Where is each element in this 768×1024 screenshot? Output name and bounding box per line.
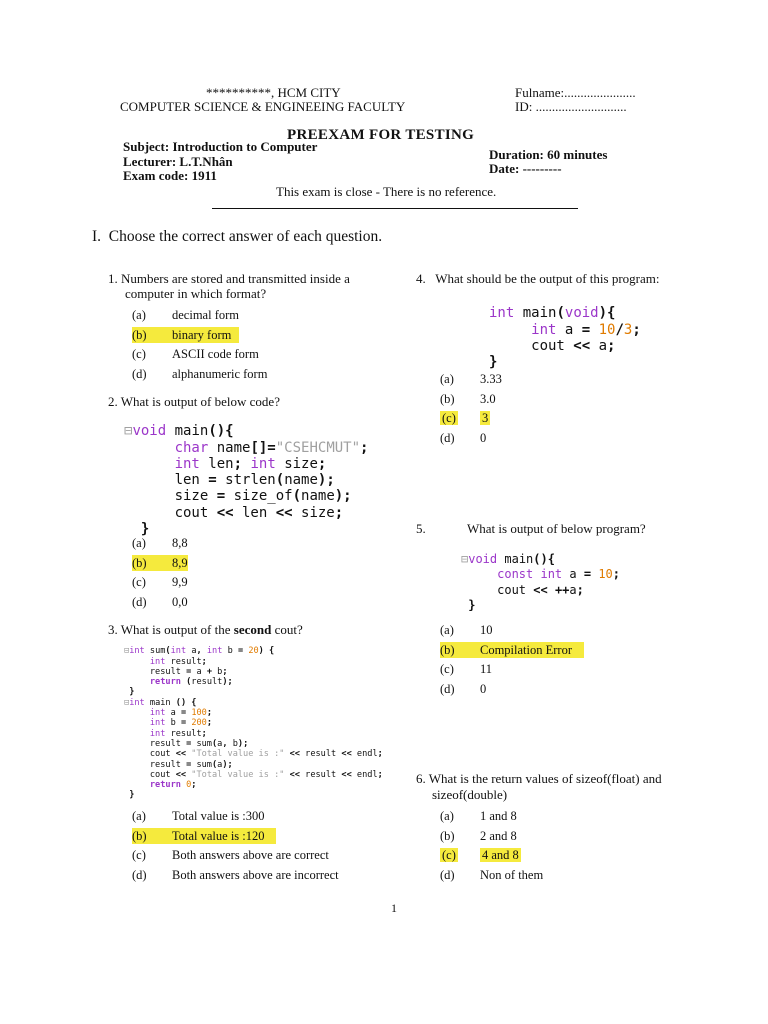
question-number: 3. bbox=[108, 622, 118, 637]
code-line: cout << len << size; bbox=[124, 504, 344, 521]
question-1 bbox=[108, 271, 393, 287]
code-line: result = sum(a); bbox=[124, 759, 233, 770]
code-line: int result; bbox=[149, 728, 207, 739]
question-text: What is output of below code? bbox=[120, 394, 280, 409]
options-q3 bbox=[132, 808, 339, 883]
option-a[interactable]: (a) 8,8 bbox=[132, 536, 188, 550]
exam-subject: Subject: Introduction to Computer bbox=[123, 139, 318, 154]
fullname-field: Fulname:...................... bbox=[515, 85, 636, 100]
code-snippet-q3 bbox=[124, 636, 383, 801]
option-d[interactable]: (d) 0 bbox=[440, 682, 487, 697]
code-line: } bbox=[129, 687, 135, 698]
section-number: I. bbox=[92, 228, 102, 245]
code-snippet-q4 bbox=[489, 289, 641, 370]
options-q2 bbox=[132, 535, 188, 610]
question-text: Numbers are stored and transmitted inside a bbox=[121, 271, 350, 286]
question-text-cont: computer in which format? bbox=[125, 286, 267, 301]
option-a[interactable]: (a) 1 and 8 bbox=[440, 809, 517, 823]
option-d[interactable]: (d) 0,0 bbox=[132, 595, 188, 610]
code-line: return (result); bbox=[149, 677, 233, 688]
code-line: } bbox=[489, 354, 498, 371]
code-line: ⊟int main () { bbox=[124, 697, 197, 708]
option-c[interactable]: (c) 9,9 bbox=[132, 575, 188, 590]
option-b-correct[interactable]: (b) Total value is :120 bbox=[132, 828, 339, 844]
page-number: 1 bbox=[391, 901, 397, 915]
option-a[interactable]: (a) Total value is :300 bbox=[132, 809, 265, 823]
code-line: result = sum(a, b); bbox=[124, 738, 249, 749]
question-text: What should be the output of this program: bbox=[435, 271, 660, 286]
code-line: int a = 100; bbox=[149, 708, 213, 719]
option-c[interactable]: (c) Both answers above are correct bbox=[132, 848, 329, 863]
option-a[interactable]: (a) 10 bbox=[440, 623, 493, 637]
exam-lecturer: Lecturer: L.T.Nhân bbox=[123, 154, 233, 169]
code-snippet-q5 bbox=[461, 537, 620, 613]
code-line: len = strlen(name); bbox=[124, 472, 335, 489]
option-d[interactable]: (d) alphanumeric form bbox=[132, 367, 268, 382]
option-a[interactable]: (a) decimal form bbox=[132, 308, 239, 322]
org-name: **********, HCM CITY bbox=[206, 85, 341, 100]
exam-duration: Duration: 60 minutes bbox=[489, 147, 608, 162]
code-line: } bbox=[468, 597, 476, 612]
option-b-correct[interactable]: (b) 8,9 bbox=[132, 555, 188, 570]
options-q6 bbox=[440, 808, 543, 883]
code-line: ⊟void main(){ bbox=[461, 552, 555, 567]
code-line: size = size_of(name); bbox=[124, 488, 352, 505]
options-q4 bbox=[440, 371, 502, 446]
option-b-correct[interactable]: (b) Compilation Error bbox=[440, 642, 584, 658]
section-heading bbox=[92, 228, 382, 246]
option-b[interactable]: (b) 3.0 bbox=[440, 391, 496, 406]
code-line: int main(void){ bbox=[489, 305, 616, 322]
code-line: cout << "Total value is :" << result << endl; bbox=[124, 749, 383, 760]
options-q5 bbox=[440, 622, 584, 697]
question-number: 6. bbox=[416, 771, 426, 786]
question-number: 2. bbox=[108, 394, 118, 409]
exam-note: This exam is close - There is no reference. bbox=[276, 184, 497, 199]
question-5 bbox=[416, 521, 426, 537]
option-c-correct[interactable]: (c) 4 and 8 bbox=[442, 848, 519, 863]
code-line: char name[]="CSEHCMUT"; bbox=[174, 439, 369, 456]
exam-date: Date: --------- bbox=[489, 161, 562, 176]
code-line: cout << "Total value is :" << result << endl; bbox=[124, 769, 383, 780]
option-a[interactable]: (a) 3.33 bbox=[440, 372, 502, 386]
code-line: const int a = 10; bbox=[497, 567, 621, 582]
exam-title: PREEXAM FOR TESTING bbox=[287, 127, 475, 143]
question-text-cont: sizeof(double) bbox=[432, 787, 508, 802]
option-c-correct[interactable]: (c) 3 bbox=[442, 411, 489, 426]
option-d[interactable]: (d) Both answers above are incorrect bbox=[132, 868, 339, 883]
section-title: Choose the correct answer of each question. bbox=[108, 228, 383, 245]
question-number: 1. bbox=[108, 271, 118, 286]
code-line: ⊟int sum(int a, int b = 20) { bbox=[124, 646, 275, 657]
options-q1 bbox=[132, 307, 267, 382]
code-line: int result; bbox=[149, 656, 207, 667]
question-number: 5. bbox=[416, 521, 426, 536]
option-c[interactable]: (c) ASCII code form bbox=[132, 347, 259, 362]
code-line: cout << a; bbox=[489, 337, 616, 354]
emphasis: second bbox=[233, 622, 272, 637]
code-line: int b = 200; bbox=[149, 718, 213, 729]
question-4 bbox=[416, 271, 659, 287]
code-line: int len; int size; bbox=[174, 455, 327, 472]
code-line: } bbox=[129, 790, 135, 801]
code-line: } bbox=[140, 521, 150, 538]
question-6 bbox=[416, 771, 662, 787]
option-d[interactable]: (d) 0 bbox=[440, 431, 487, 446]
question-text: What is the return values of sizeof(float) and bbox=[428, 771, 662, 786]
exam-code: Exam code: 1911 bbox=[123, 168, 217, 183]
faculty-name: COMPUTER SCIENCE & ENGINEEING FACULTY bbox=[120, 99, 406, 114]
question-3: 3. What is output of the second cout? bbox=[108, 622, 303, 637]
option-d[interactable]: (d) Non of them bbox=[440, 868, 544, 883]
code-line: cout << ++a; bbox=[461, 582, 584, 597]
option-c[interactable]: (c) 11 bbox=[440, 662, 493, 677]
header-divider bbox=[212, 208, 578, 209]
option-b[interactable]: (b) 2 and 8 bbox=[440, 828, 517, 843]
code-line: int a = 10/3; bbox=[531, 321, 641, 338]
option-b-correct[interactable]: (b) binary form bbox=[132, 327, 267, 343]
code-line: ⊟void main(){ bbox=[124, 423, 234, 440]
code-snippet-q2 bbox=[124, 407, 368, 537]
question-number: 4. bbox=[416, 271, 426, 286]
code-line: result = a + b; bbox=[124, 666, 228, 677]
code-line: return 0; bbox=[149, 780, 197, 791]
question-text: What is output of below program? bbox=[467, 521, 646, 536]
id-field: ID: ............................ bbox=[515, 99, 627, 114]
